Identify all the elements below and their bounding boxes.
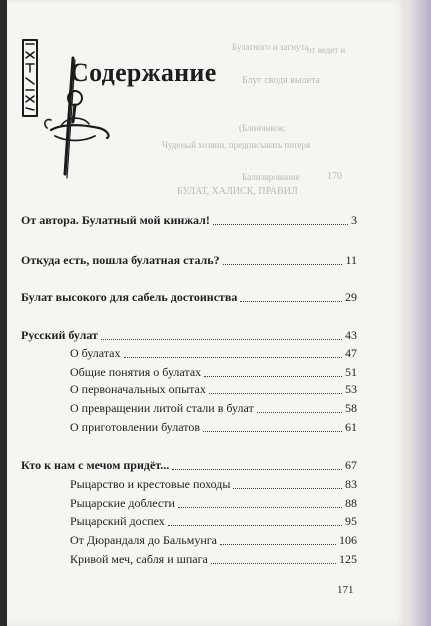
dot-leader — [209, 392, 342, 394]
toc-entry-title: От автора. Булатный мой кинжал! — [21, 213, 210, 227]
bleed-through-text: Блуг сводя вылета — [242, 75, 320, 86]
bleed-through-text: (Блинчиков; — [239, 123, 286, 133]
toc-entry-title: Общие понятия о булатах — [70, 365, 202, 379]
toc-entry-title: Булат высокого для сабель достоинства — [21, 290, 238, 304]
dot-leader — [233, 487, 342, 489]
toc-entry-title: Кривой меч, сабля и шпага — [70, 552, 208, 566]
dot-leader — [213, 223, 348, 225]
toc-entry-page: 3 — [351, 213, 357, 227]
toc-entry-page: 95 — [345, 514, 357, 528]
toc-entry-title: Русский булат — [21, 328, 98, 342]
book-page — [7, 0, 407, 626]
bleed-through-text: БУЛАТ, ХАЛИСК, ПРАВИЛ — [177, 186, 298, 197]
toc-subsection — [70, 477, 357, 492]
dot-leader — [203, 430, 342, 432]
book-spine-shadow — [0, 0, 7, 626]
toc-chapter — [21, 328, 357, 343]
toc-entry-title: О булатах — [70, 346, 121, 360]
bleed-through-text: 170 — [327, 171, 342, 182]
toc-entry-title: Рыцарские доблести — [70, 496, 175, 510]
toc-chapter — [21, 213, 357, 228]
toc-entry-page: 29 — [345, 290, 357, 304]
page-title: Содержание — [70, 58, 217, 87]
toc-entry-page: 51 — [345, 365, 357, 379]
toc-entry-title: О превращении литой стали в булат — [70, 401, 254, 415]
toc-entry-title: Рыцарство и крестовые походы — [70, 477, 231, 491]
toc-entry-title: Рыцарский доспех — [70, 514, 165, 528]
toc-subsection — [70, 365, 357, 380]
page-number: 171 — [337, 584, 354, 596]
dot-leader — [223, 263, 343, 265]
dot-leader — [172, 468, 342, 470]
dot-leader — [211, 562, 336, 564]
dot-leader — [101, 338, 342, 340]
toc-entry-title: От Дюрандаля до Бальмунга — [70, 533, 218, 547]
toc-entry-page: 43 — [345, 328, 357, 342]
toc-subsection — [70, 420, 357, 435]
toc-entry-page: 125 — [339, 552, 357, 566]
toc-entry-title: Кто к нам с мечом придёт... — [21, 458, 170, 472]
toc-chapter — [21, 253, 357, 268]
dot-leader — [240, 300, 342, 302]
toc-subsection — [70, 552, 357, 567]
toc-subsection — [70, 346, 357, 361]
toc-entry-page: 61 — [345, 420, 357, 434]
page-edge-stack — [407, 0, 431, 626]
toc-entry-title: О приготовлении булатов — [70, 420, 201, 434]
toc-entry-page: 67 — [345, 458, 357, 472]
dot-leader — [257, 411, 342, 413]
bleed-through-text: от ведет и — [307, 45, 346, 55]
toc-subsection — [70, 514, 357, 529]
toc-entry-title: Откуда есть, пошла булатная сталь? — [21, 253, 220, 267]
toc-entry-page: 53 — [345, 382, 357, 396]
dot-leader — [220, 543, 336, 545]
toc-chapter — [21, 290, 357, 305]
toc-subsection — [70, 533, 357, 548]
toc-entry-page: 83 — [345, 477, 357, 491]
dot-leader — [168, 524, 342, 526]
toc-entry-page: 58 — [345, 401, 357, 415]
bleed-through-text: Чуденый хозяин, предписывать потеря — [162, 140, 311, 150]
toc-entry-page: 11 — [345, 253, 357, 267]
toc-entry-title: О первоначальных опытах — [70, 382, 206, 396]
bleed-through-text: Булатного и загнута — [232, 42, 309, 52]
toc-entry-page: 106 — [339, 533, 357, 547]
bleed-through-text: Бализирование — [242, 172, 300, 182]
toc-entry-page: 47 — [345, 346, 357, 360]
toc-subsection — [70, 401, 357, 416]
dot-leader — [178, 506, 342, 508]
dot-leader — [204, 375, 342, 377]
toc-chapter — [21, 458, 357, 473]
toc-subsection — [70, 382, 357, 397]
dot-leader — [124, 356, 342, 358]
toc-subsection — [70, 496, 357, 511]
toc-entry-page: 88 — [345, 496, 357, 510]
